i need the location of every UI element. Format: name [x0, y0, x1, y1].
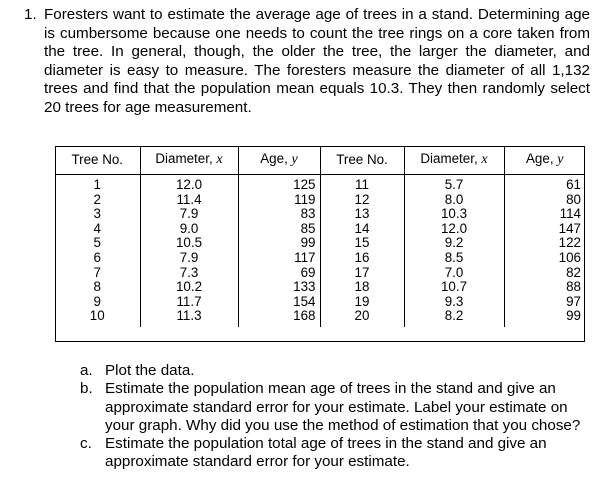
- table-cell: 19: [320, 295, 404, 310]
- table-cell: 5.7: [404, 175, 504, 193]
- table-cell: 133: [238, 280, 320, 295]
- table-cell: 15: [320, 236, 404, 251]
- table-body: [55, 175, 585, 327]
- header-tree-no-2: Tree No.: [320, 146, 404, 175]
- table-cell: 7.9: [140, 251, 238, 266]
- part-c-text: Estimate the population total age of trees in the stand and give an approximate standard error for your estimate.: [105, 435, 547, 471]
- table-cell: 9.0: [140, 222, 238, 237]
- part-a: [80, 362, 588, 380]
- table-row: [55, 207, 585, 222]
- table-cell: 154: [238, 295, 320, 310]
- table-row: [55, 266, 585, 281]
- table-cell: 69: [238, 266, 320, 281]
- header-tree-no: Tree No.: [55, 146, 140, 175]
- table-cell: 10: [89, 308, 105, 324]
- table-cell: 11.4: [140, 193, 238, 208]
- table-cell: 16: [320, 251, 404, 266]
- table-cell: 2: [93, 191, 101, 207]
- table-cell: 119: [238, 193, 320, 208]
- part-b-label: b.: [80, 380, 93, 398]
- table-row: [55, 251, 585, 266]
- table-cell: 11.3: [140, 309, 238, 327]
- table-row: [55, 193, 585, 208]
- table-cell: 61: [504, 175, 585, 193]
- problem-number: 1.: [24, 6, 37, 23]
- table-cell: 168: [238, 309, 320, 327]
- table-cell: 97: [504, 295, 585, 310]
- part-a-text: Plot the data.: [105, 362, 195, 379]
- table-cell: 12.0: [140, 175, 238, 193]
- table-cell: 8.5: [404, 251, 504, 266]
- table-cell: 14: [320, 222, 404, 237]
- table-cell: 9.2: [404, 236, 504, 251]
- part-c-label: c.: [80, 435, 92, 453]
- table-cell: 12: [320, 193, 404, 208]
- table-row: [55, 175, 585, 193]
- table-cell: 18: [320, 280, 404, 295]
- problem-statement: [24, 6, 590, 118]
- table-row: [55, 236, 585, 251]
- table-cell: 12.0: [404, 222, 504, 237]
- table-cell: 7.0: [404, 266, 504, 281]
- table-cell: 9.3: [404, 295, 504, 310]
- table-cell: 106: [504, 251, 585, 266]
- table-cell: 80: [504, 193, 585, 208]
- header-age-2: Age, y: [504, 146, 585, 175]
- table-cell: 20: [320, 309, 404, 327]
- header-diameter: Diameter, x: [140, 146, 238, 175]
- table-cell: 11: [320, 175, 404, 193]
- table-row: [55, 309, 585, 327]
- table-cell: 7: [93, 264, 101, 280]
- part-a-label: a.: [80, 362, 93, 379]
- table-cell: 99: [238, 236, 320, 251]
- table-cell: 8.0: [404, 193, 504, 208]
- table-row: [55, 222, 585, 237]
- table-cell: 9: [93, 293, 101, 309]
- table-cell: 85: [238, 222, 320, 237]
- tree-data-table: [55, 146, 585, 327]
- problem-text: Foresters want to estimate the average age of trees in a stand. Determining age is cumbersome because one needs to count the tree rings on a core taken from the tree. In general, though, the older the tree, the larger the diameter, and diameter is easy to measure. The foresters measure the diameter of all 1,132 trees and find that the population mean equals 10.3. They then randomly select 20 trees for age measurement.: [44, 6, 590, 116]
- part-c: [80, 435, 588, 472]
- header-age: Age, y: [238, 146, 320, 175]
- table-cell: 1: [93, 177, 101, 192]
- part-b-text: Estimate the population mean age of trees in the stand and give an approximate standard error for your estimate. Label your estimate on your graph. Why did you use the method of estimation that you chose?: [105, 380, 581, 434]
- table-cell: 6: [93, 249, 101, 265]
- table-cell: 83: [238, 207, 320, 222]
- table-cell: 122: [504, 236, 585, 251]
- table-cell: 4: [93, 220, 101, 236]
- table-cell: 82: [504, 266, 585, 281]
- table-cell: 7.3: [140, 266, 238, 281]
- table-cell: 8: [93, 279, 101, 295]
- table-cell: 99: [504, 309, 585, 327]
- table-cell: 10.3: [404, 207, 504, 222]
- table-cell: 125: [238, 175, 320, 193]
- table-cell: 10.2: [140, 280, 238, 295]
- table-cell: 10.7: [404, 280, 504, 295]
- table-cell: 8.2: [404, 309, 504, 327]
- table-row: [55, 280, 585, 295]
- table-cell: 114: [504, 207, 585, 222]
- table-cell: 88: [504, 280, 585, 295]
- table-cell: 147: [504, 222, 585, 237]
- question-parts: [80, 362, 588, 472]
- part-b: [80, 380, 588, 435]
- table-cell: 5: [93, 235, 101, 251]
- table-cell: 11.7: [140, 295, 238, 310]
- table-header-row: [55, 146, 585, 175]
- table-row: [55, 295, 585, 310]
- table-cell: 7.9: [140, 207, 238, 222]
- table-cell: 13: [320, 207, 404, 222]
- table-cell: 10.5: [140, 236, 238, 251]
- table-cell: 17: [320, 266, 404, 281]
- header-diameter-2: Diameter, x: [404, 146, 504, 175]
- table-cell: 117: [238, 251, 320, 266]
- table-cell: 3: [93, 206, 101, 222]
